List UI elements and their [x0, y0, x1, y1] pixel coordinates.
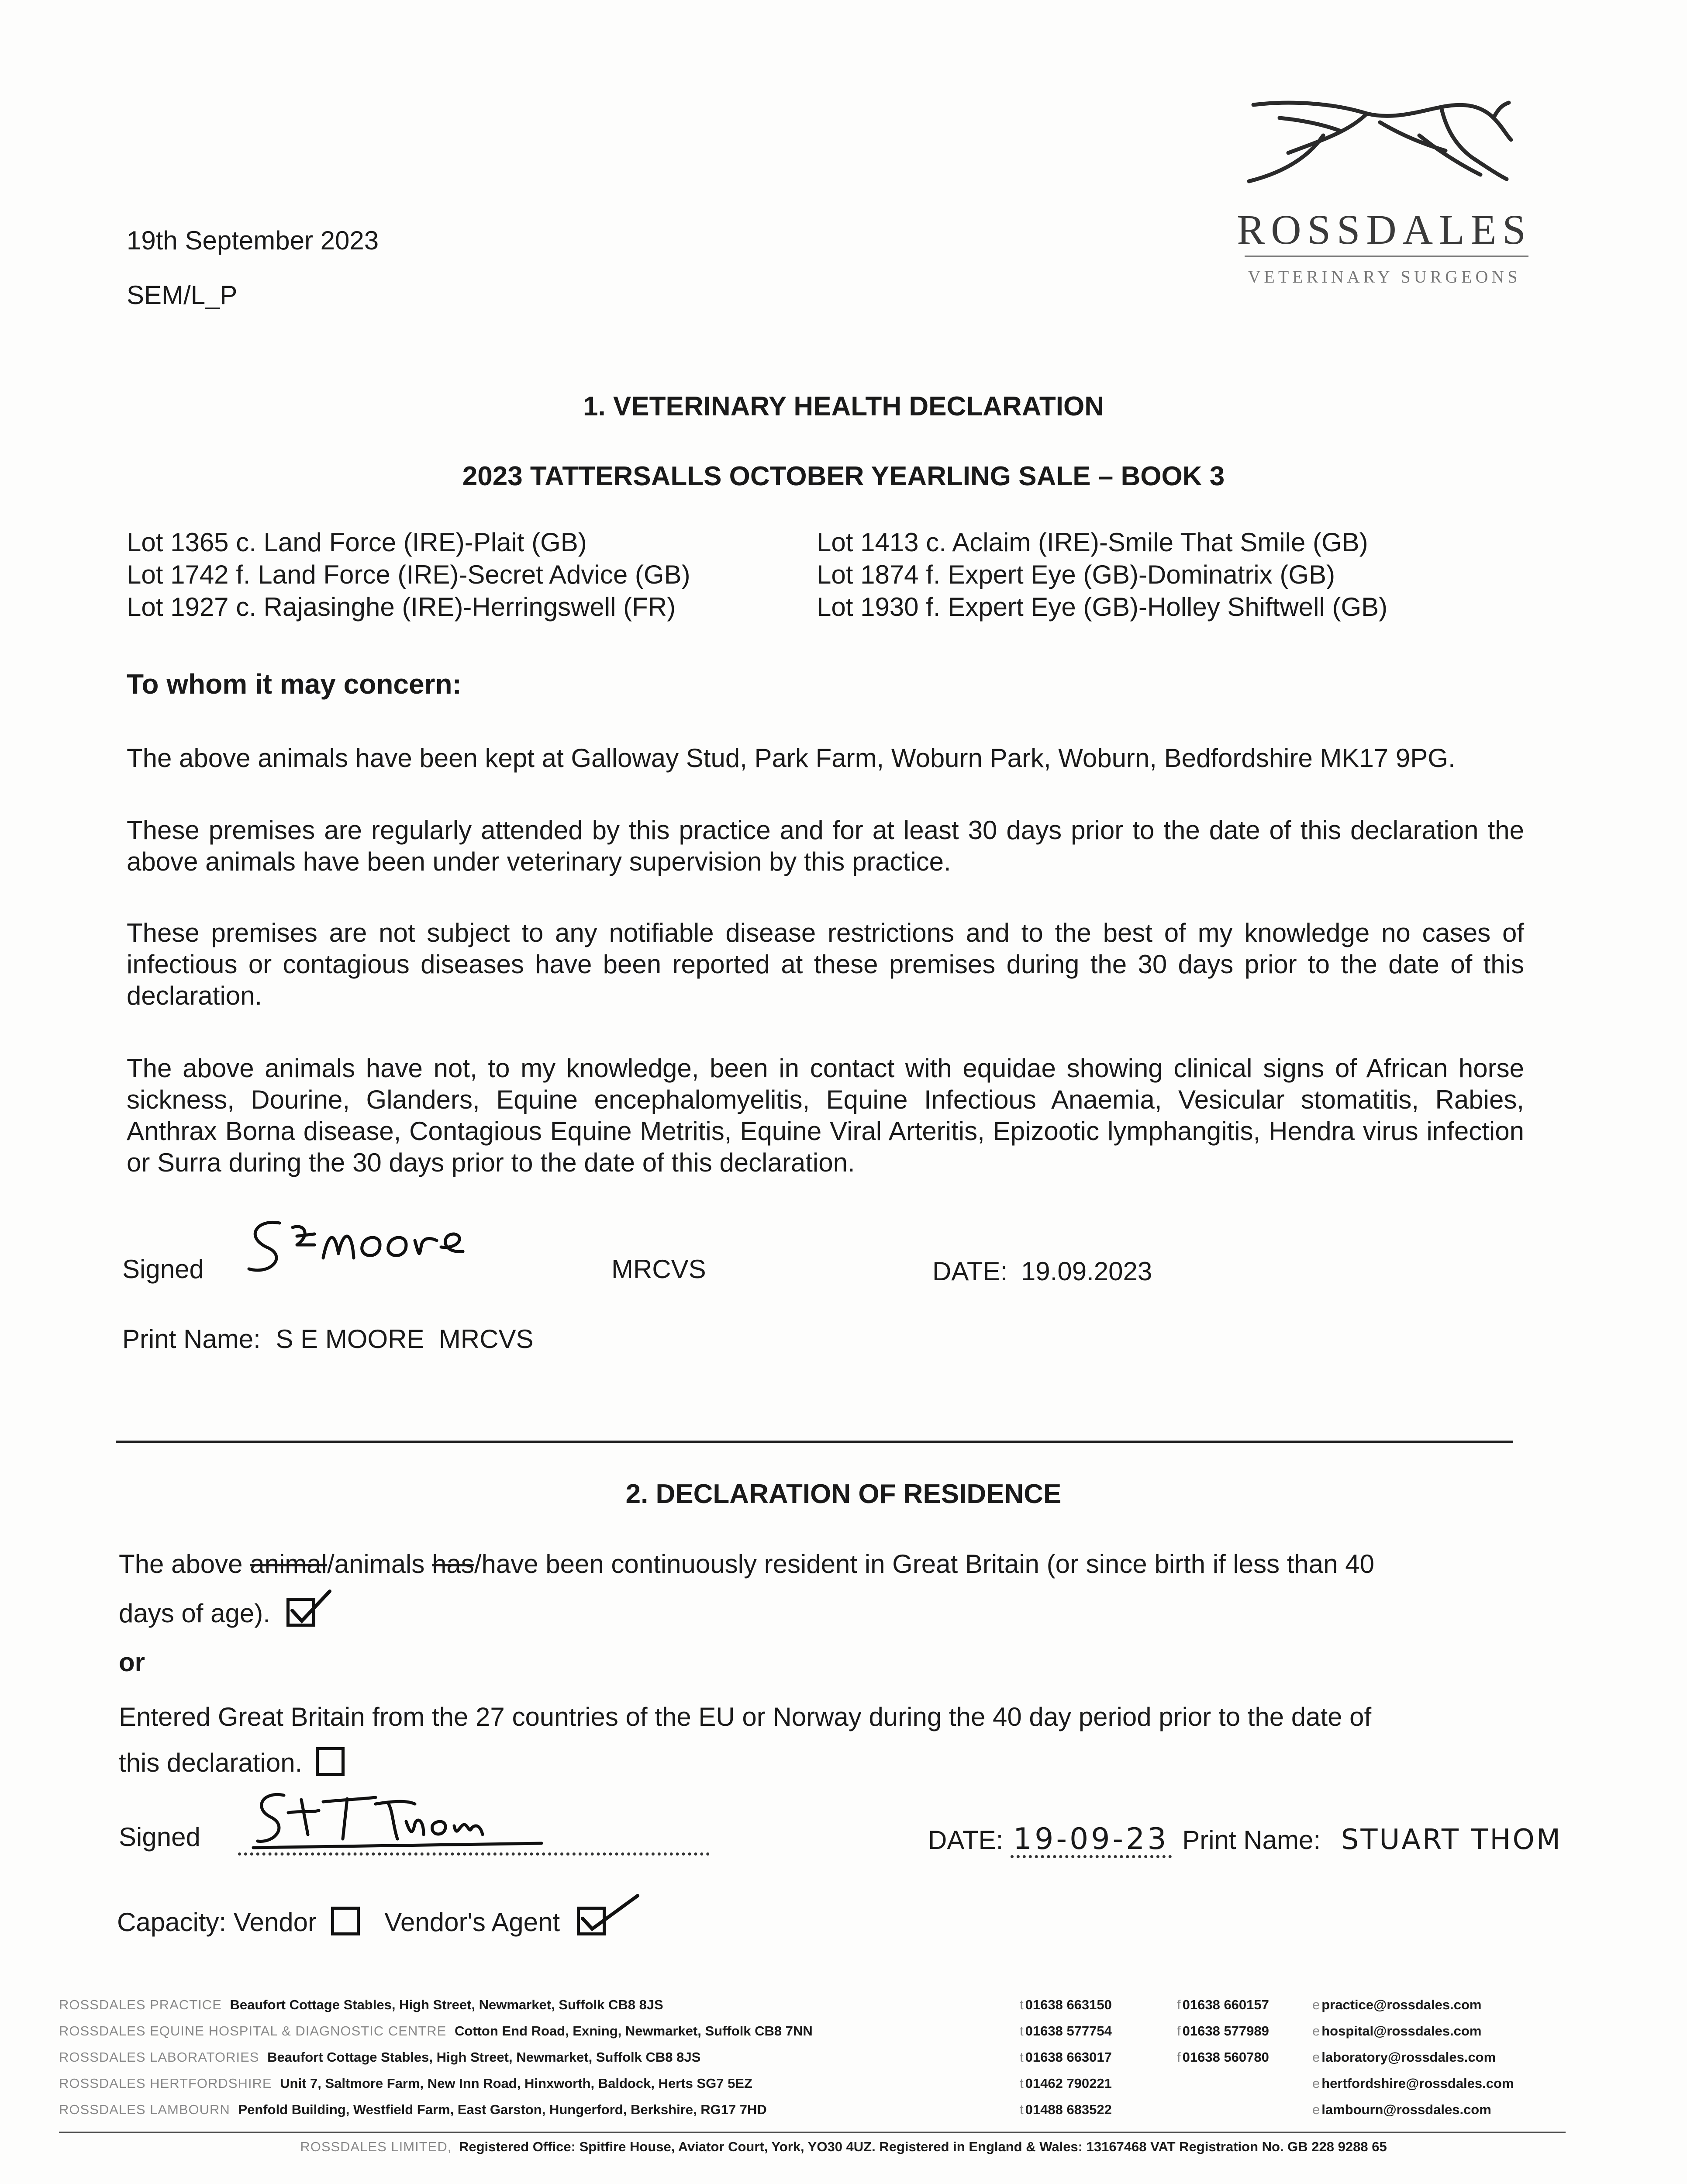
list-item: Lot 1874 f. Expert Eye (GB)-Dominatrix (GB) [817, 560, 1335, 589]
email-value: lambourn@rossdales.com [1321, 2102, 1491, 2117]
tel-prefix: t [1020, 2076, 1024, 2091]
footer-row [59, 2070, 1587, 2097]
fax-prefix: f [1177, 1997, 1181, 2012]
footer-row [59, 2044, 1587, 2070]
footer-email[interactable] [1312, 2070, 1514, 2097]
declaration-date [932, 1256, 1152, 1287]
fax-prefix: f [1177, 2049, 1181, 2065]
list-item: Lot 1413 c. Aclaim (IRE)-Smile That Smile (GB) [817, 528, 1368, 557]
header [0, 0, 1687, 332]
option1-mid: /animals [327, 1549, 432, 1579]
date-label: DATE: [932, 1257, 1008, 1286]
list-item: Lot 1742 f. Land Force (IRE)-Secret Advice (GB) [127, 560, 690, 589]
footer-email[interactable] [1312, 2018, 1481, 2044]
footer-tel [1020, 2044, 1112, 2070]
tel-prefix: t [1020, 2023, 1024, 2039]
email-prefix: e [1312, 1997, 1320, 2012]
option1-checkbox[interactable] [286, 1598, 315, 1627]
print-name-value-2: STUART THOM [1341, 1824, 1563, 1856]
logo-subtitle: VETERINARY SURGEONS [1248, 267, 1521, 287]
date-label-2: DATE: [928, 1825, 1004, 1855]
check-mark-icon [286, 1583, 334, 1631]
email-value: hospital@rossdales.com [1321, 2023, 1482, 2039]
footer-email[interactable] [1312, 2097, 1491, 2123]
capacity-row [117, 1907, 606, 1938]
print-name-label: Print Name: [122, 1324, 261, 1354]
date-value: 19.09.2023 [1021, 1257, 1152, 1286]
footer-address: Penfold Building, Westfield Farm, East Garston, Hungerford, Berkshire, RG17 7HD [238, 2102, 767, 2117]
fax-value: 01638 660157 [1182, 1997, 1269, 2012]
email-prefix: e [1312, 2102, 1320, 2117]
vendor-agent-label: Vendor's Agent [384, 1908, 560, 1937]
mrcvs-label: MRCVS [611, 1254, 706, 1284]
tel-value: 01638 663150 [1025, 1997, 1112, 2012]
footer-row [59, 2097, 1587, 2123]
option1-prefix: The above [119, 1549, 250, 1579]
option1-line2: days of age). [119, 1599, 270, 1628]
list-item: Lot 1927 c. Rajasinghe (IRE)-Herringswell (FR) [127, 592, 676, 622]
paragraph-disease-restrictions: These premises are not subject to any notifiable disease restrictions and to the best of my knowledge no cases of infectious or contagious diseases have been reported at these premises during the 30 days prior to the date of this declaration. [127, 918, 1524, 1010]
vet-signature [240, 1210, 493, 1289]
print-name-label-2: Print Name: [1182, 1825, 1321, 1855]
fax-value: 01638 577989 [1182, 2023, 1269, 2039]
email-value: practice@rossdales.com [1321, 1997, 1482, 2012]
email-prefix: e [1312, 2076, 1320, 2091]
option1-rest: /have been continuously resident in Great Britain (or since birth if less than 40 [474, 1549, 1374, 1579]
fax-value: 01638 560780 [1182, 2049, 1269, 2065]
residence-option-2-line2 [119, 1747, 345, 1779]
section2-title: 2. DECLARATION OF RESIDENCE [625, 1479, 1062, 1509]
residence-option-1 [119, 1548, 1560, 1580]
signed-label-2: Signed [119, 1822, 200, 1852]
option2-checkbox[interactable] [316, 1747, 345, 1776]
email-prefix: e [1312, 2023, 1320, 2039]
struck-animal: animal [250, 1549, 327, 1579]
tel-value: 01488 683522 [1025, 2102, 1112, 2117]
letter-reference: SEM/L_P [127, 280, 238, 310]
footer-label: ROSSDALES EQUINE HOSPITAL & DIAGNOSTIC CENTRE [59, 2023, 447, 2039]
list-item: Lot 1930 f. Expert Eye (GB)-Holley Shiftwell (GB) [817, 592, 1388, 622]
footer-fax [1177, 2044, 1269, 2070]
footer-row [59, 1992, 1587, 2018]
footer [59, 1992, 1587, 2123]
footer-tel [1020, 2070, 1112, 2097]
signature-scribble-icon [245, 1787, 550, 1852]
signature-scribble-icon [240, 1210, 493, 1289]
section1-subtitle: 2023 TATTERSALLS OCTOBER YEARLING SALE – BOOK 3 [462, 461, 1225, 491]
footer-fax [1177, 1992, 1269, 2018]
signature-dots [238, 1852, 710, 1856]
email-value: laboratory@rossdales.com [1321, 2049, 1496, 2065]
footer-email[interactable] [1312, 1992, 1481, 2018]
or-label: or [119, 1648, 145, 1677]
paragraph-contact: The above animals have not, to my knowledge, been in contact with equidae showing clinical signs of African horse sickness, Dourine, Glanders, Equine encephalomyelitis, Equine Infectious Anaemia, Vesicular stomatitis, Rabies, Anthrax Borna disease, Contagious Equine Metritis, Equine Viral Arteritis, Epizootic lymphangitis, Hendra virus infection or Surra during the 30 days prior to the date of this declaration. [127, 1054, 1524, 1177]
logo-divider [1245, 256, 1528, 257]
company-text: Registered Office: Spitfire House, Aviator Court, York, YO30 4UZ. Registered in England & Wales: 13167468 VAT Registration No. GB 228 9288 65 [459, 2139, 1387, 2154]
footer-email[interactable] [1312, 2044, 1496, 2070]
section-divider [116, 1441, 1513, 1443]
capacity-label: Capacity: Vendor [117, 1908, 317, 1937]
horse-logo-icon [1236, 87, 1533, 201]
tel-value: 01462 790221 [1025, 2076, 1112, 2091]
footer-tel [1020, 2097, 1112, 2123]
vendor-agent-checkbox[interactable] [577, 1907, 606, 1935]
tel-prefix: t [1020, 2102, 1024, 2117]
paragraph-supervision: These premises are regularly attended by this practice and for at least 30 days prior to the date of this declaration the above animals have been under veterinary supervision by this practice. [127, 816, 1524, 876]
footer-label: ROSSDALES HERTFORDSHIRE [59, 2076, 272, 2091]
section1-title: 1. VETERINARY HEALTH DECLARATION [583, 391, 1104, 422]
print-name-value: S E MOORE MRCVS [276, 1324, 534, 1354]
tel-value: 01638 663017 [1025, 2049, 1112, 2065]
vendor-checkbox[interactable] [331, 1907, 360, 1935]
tel-value: 01638 577754 [1025, 2023, 1112, 2039]
tel-prefix: t [1020, 2049, 1024, 2065]
footer-label: ROSSDALES PRACTICE [59, 1997, 222, 2012]
fax-prefix: f [1177, 2023, 1181, 2039]
vendor-signature [245, 1787, 550, 1852]
option2-line2: this declaration. [119, 1748, 303, 1777]
footer-rule [59, 2132, 1566, 2133]
handwritten-date: 19-09-23 [1013, 1822, 1169, 1856]
footer-address: Beaufort Cottage Stables, High Street, Newmarket, Suffolk CB8 8JS [230, 1997, 663, 2012]
rossdales-logo [1236, 87, 1533, 297]
footer-label: ROSSDALES LAMBOURN [59, 2102, 230, 2117]
check-mark-icon [576, 1892, 642, 1940]
logo-wordmark: ROSSDALES [1237, 206, 1532, 253]
footer-label: ROSSDALES LABORATORIES [59, 2049, 259, 2065]
residence-option-1-line2 [119, 1598, 315, 1629]
list-item: Lot 1365 c. Land Force (IRE)-Plait (GB) [127, 528, 587, 557]
footer-address: Beaufort Cottage Stables, High Street, Newmarket, Suffolk CB8 8JS [267, 2049, 701, 2065]
struck-has: has [432, 1549, 474, 1579]
signed-label: Signed [122, 1254, 204, 1284]
letter-date: 19th September 2023 [127, 226, 379, 255]
paragraph-premises: The above animals have been kept at Galloway Stud, Park Farm, Woburn Park, Woburn, Bedfordshire MK17 9PG. [127, 743, 1456, 773]
lots-list [127, 526, 1581, 623]
tel-prefix: t [1020, 1997, 1024, 2012]
email-value: hertfordshire@rossdales.com [1321, 2076, 1514, 2091]
salutation: To whom it may concern: [127, 668, 462, 700]
footer-fax [1177, 2018, 1269, 2044]
footer-address: Unit 7, Saltmore Farm, New Inn Road, Hinxworth, Baldock, Herts SG7 5EZ [280, 2076, 752, 2091]
footer-address: Cotton End Road, Exning, Newmarket, Suffolk CB8 7NN [454, 2023, 813, 2039]
footer-tel [1020, 2018, 1112, 2044]
email-prefix: e [1312, 2049, 1320, 2065]
residence-option-2: Entered Great Britain from the 27 countries of the EU or Norway during the 40 day period prior to the date of [119, 1702, 1372, 1731]
footer-tel [1020, 1992, 1112, 2018]
company-label: ROSSDALES LIMITED, [300, 2139, 452, 2154]
date-value-2 [1011, 1824, 1172, 1858]
residence-date [928, 1824, 1562, 1858]
company-registration [0, 2134, 1687, 2160]
footer-row [59, 2018, 1587, 2044]
print-name [122, 1324, 534, 1355]
